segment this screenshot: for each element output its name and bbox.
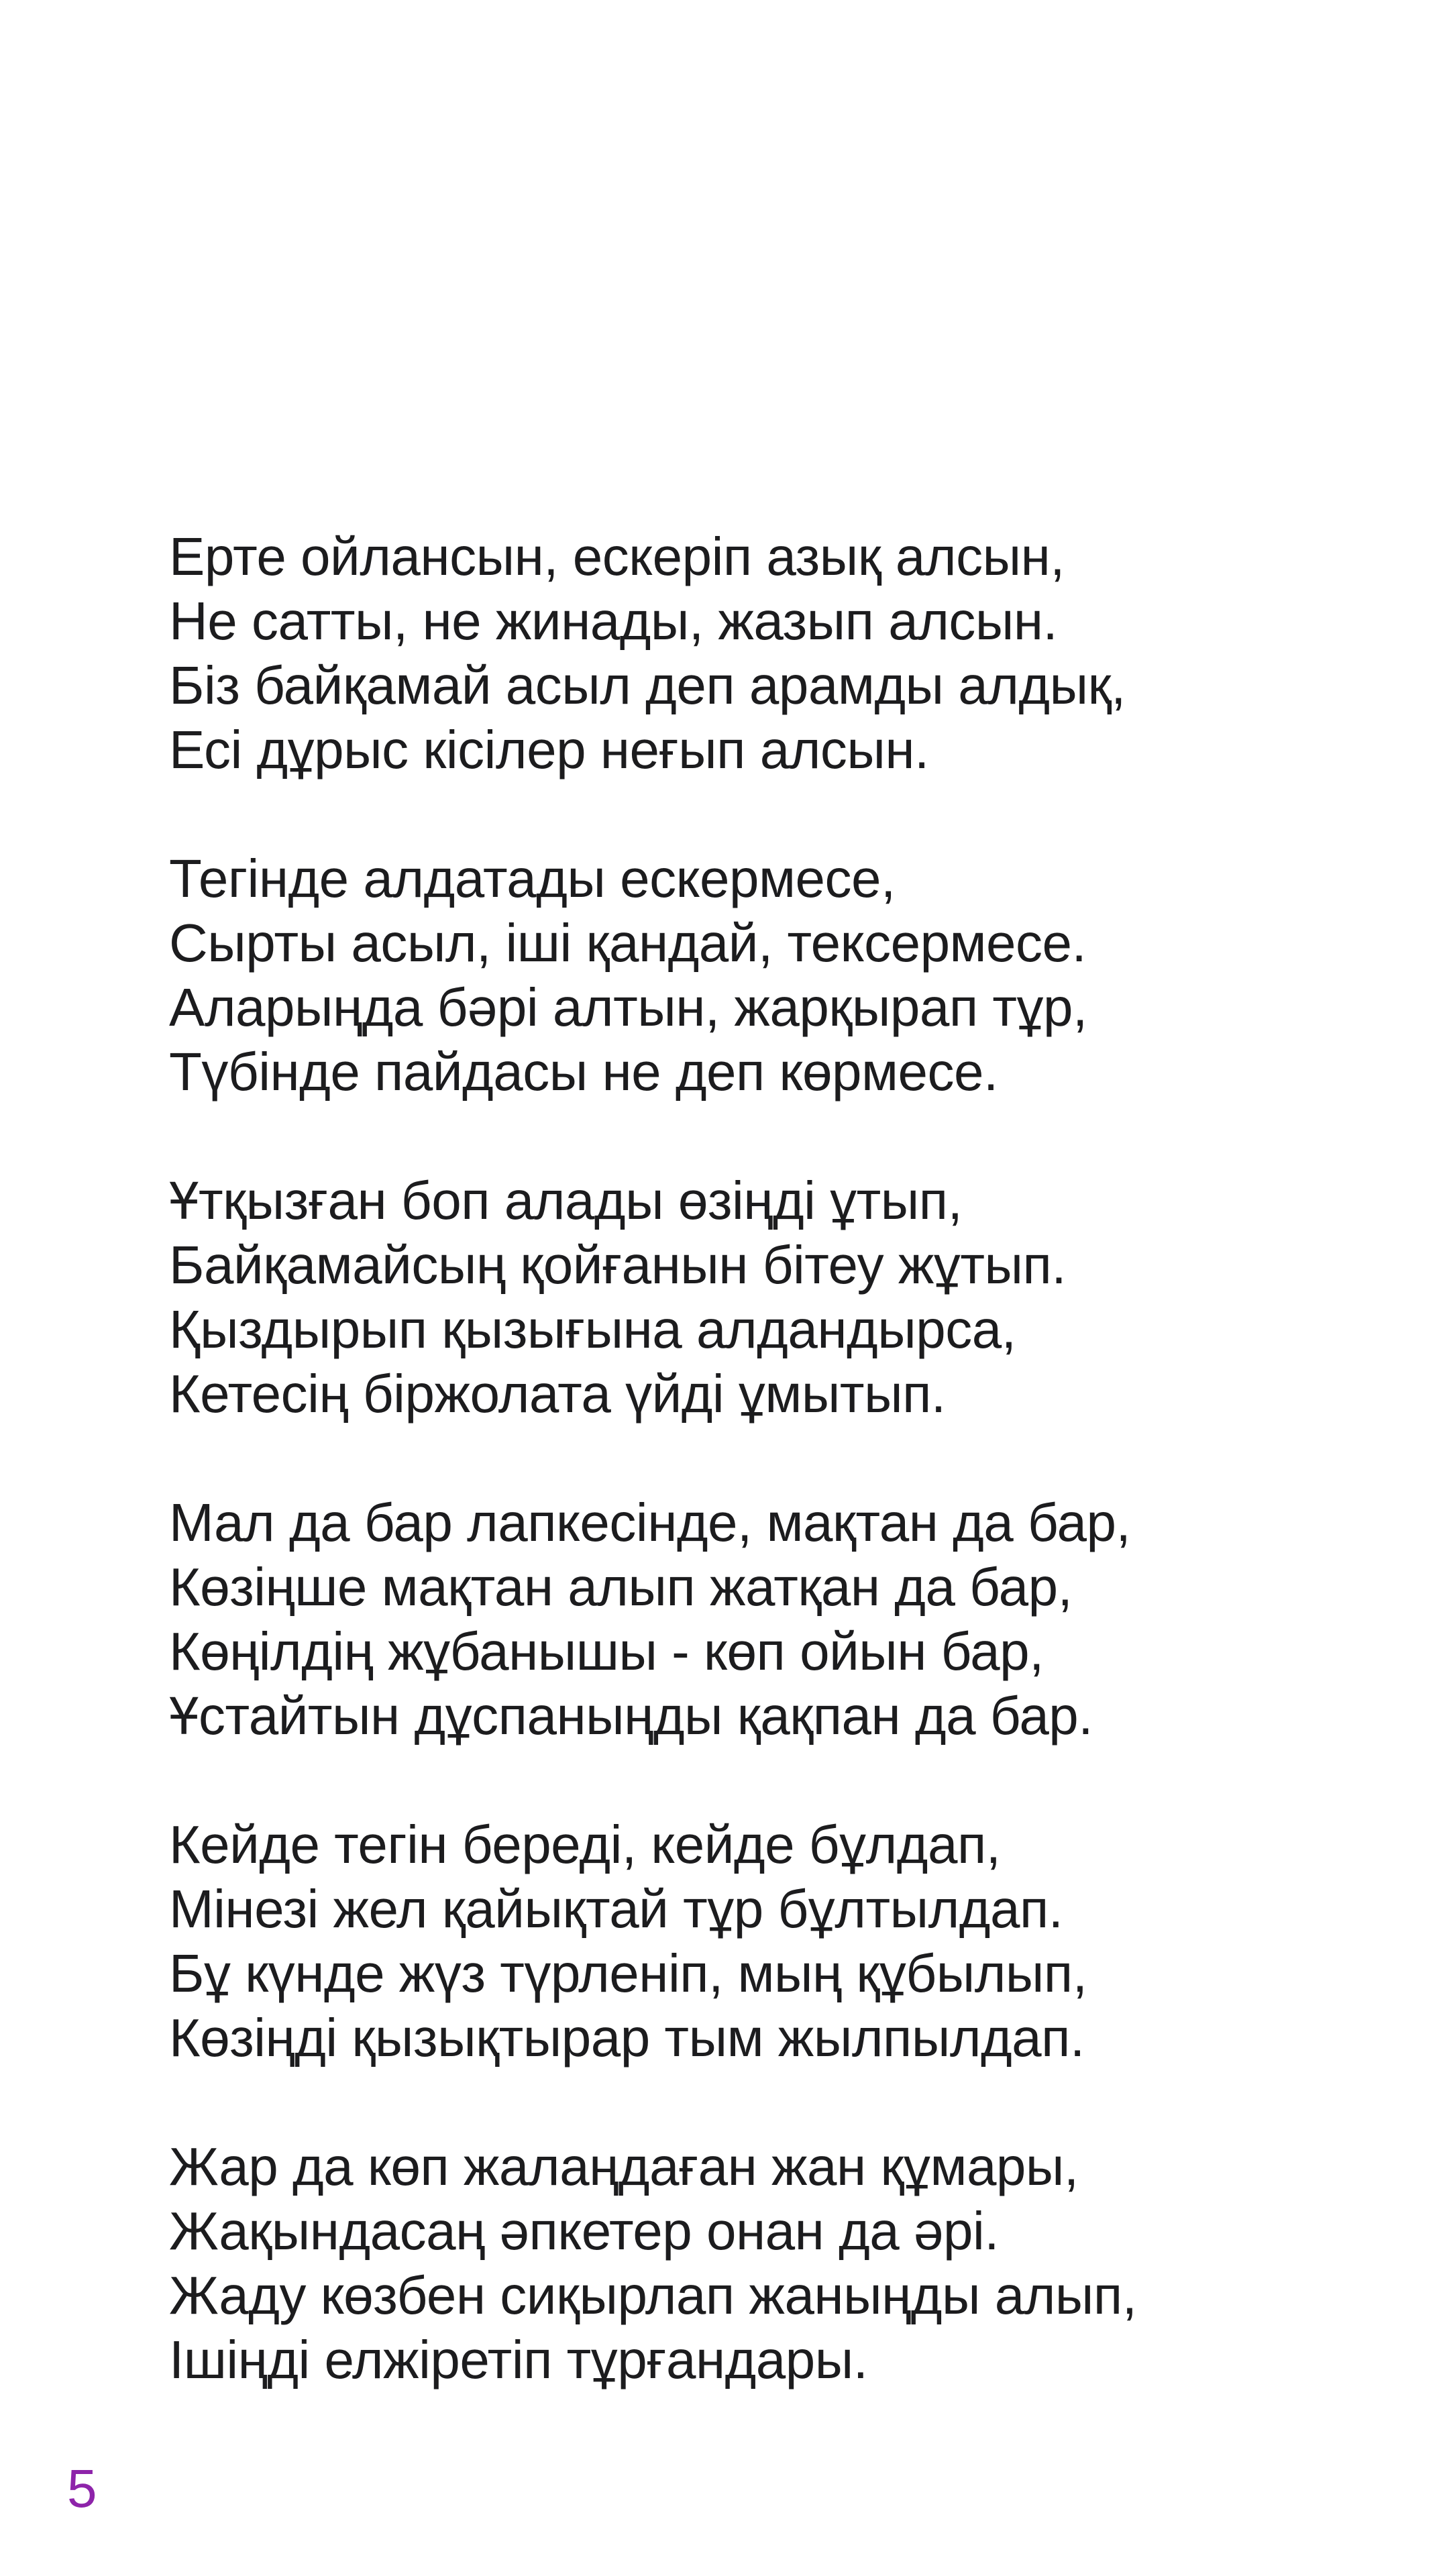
poem-line: Көңілдің жұбанышы - көп ойын бар,	[169, 1621, 1044, 1681]
poem-line: Жаду көзбен сиқырлап жаныңды алып,	[169, 2265, 1137, 2325]
stanza	[169, 847, 1377, 1104]
poem-line: Біз байқамай асыл деп арамды алдық,	[169, 655, 1126, 715]
poem-line: Көзіңді қызықтырар тым жылпылдап.	[169, 2008, 1085, 2068]
stanza	[169, 525, 1377, 782]
stanza	[169, 1491, 1377, 1748]
poem-line: Қыздырып қызығына алдандырса,	[169, 1299, 1016, 1359]
poem-line: Кейде тегін береді, кейде бұлдап,	[169, 1815, 1001, 1874]
poem-line: Есі дұрыс кісілер неғып алсын.	[169, 720, 929, 780]
poem-line: Аларыңда бәрі алтын, жарқырап тұр,	[169, 977, 1087, 1037]
poem-line: Бұ күнде жүз түрленіп, мың құбылып,	[169, 1943, 1087, 2003]
stanza	[169, 1813, 1377, 2070]
poem-line: Ішіңді елжіретіп тұрғандары.	[169, 2330, 868, 2390]
poem-line: Байқамайсың қойғанын бітеу жұтып.	[169, 1235, 1067, 1295]
stanza	[169, 2135, 1377, 2392]
poem-line: Не сатты, не жинады, жазып алсын.	[169, 591, 1058, 651]
poem-line: Кетесің біржолата үйді ұмытып.	[169, 1364, 946, 1424]
poem-line: Жақындасаң әпкетер онан да әрі.	[169, 2201, 999, 2261]
poem-line: Мінезі жел қайықтай тұр бұлтылдап.	[169, 1879, 1063, 1939]
poem-line: Тегінде алдатады ескермесе,	[169, 849, 896, 908]
poem-line: Ұстайтын дұспаныңды қақпан да бар.	[169, 1686, 1093, 1746]
poem-line: Ұтқызған боп алады өзіңді ұтып,	[169, 1171, 963, 1230]
poem-line: Ерте ойлансын, ескеріп азық алсын,	[169, 527, 1065, 586]
page-number: 5	[67, 2459, 97, 2518]
poem-line: Жар да көп жалаңдаған жан құмары,	[169, 2137, 1079, 2196]
poem-line: Мал да бар лапкесінде, мақтан да бар,	[169, 1493, 1131, 1552]
poem-text	[169, 525, 1377, 2392]
poem-line: Сырты асыл, іші қандай, тексермесе.	[169, 913, 1087, 973]
stanza	[169, 1169, 1377, 1426]
poem-line: Көзіңше мақтан алып жатқан да бар,	[169, 1557, 1073, 1617]
poem-line: Түбінде пайдасы не деп көрмесе.	[169, 1042, 998, 1102]
